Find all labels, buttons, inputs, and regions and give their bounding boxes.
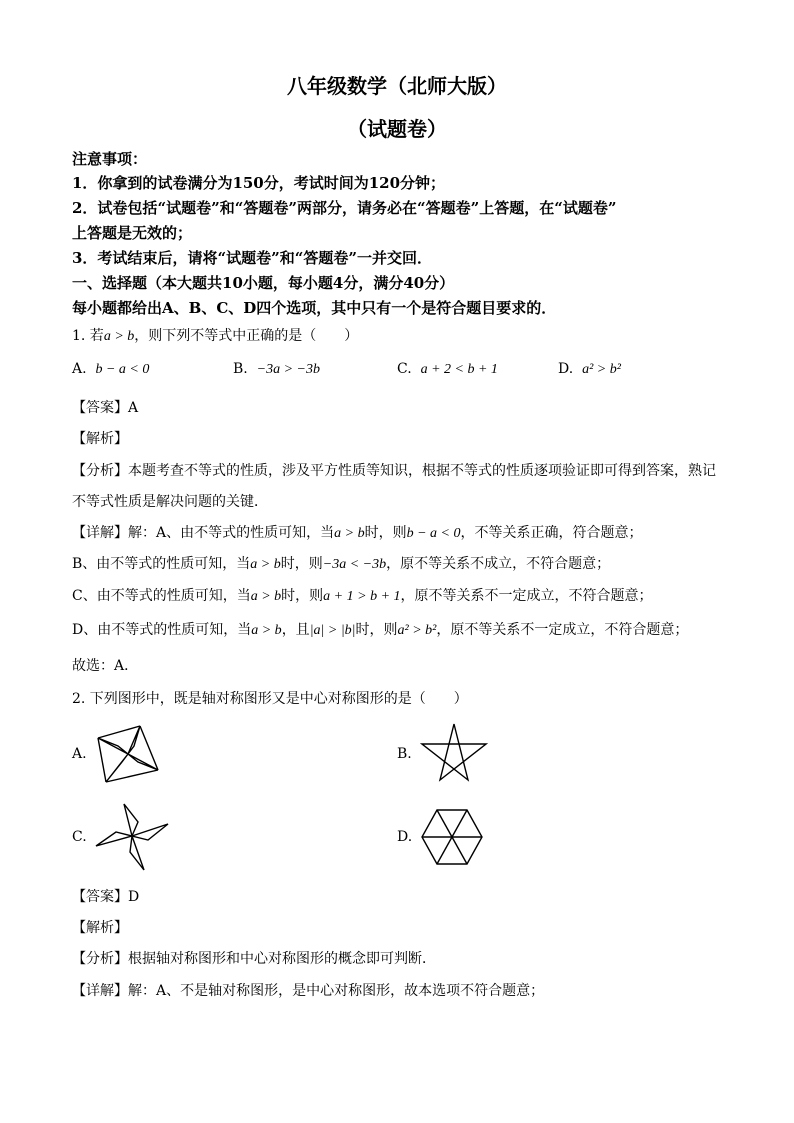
detail-text: 时，则 [280,556,323,572]
option-math: b − a < 0 [95,362,150,377]
detail-text: C、由不等式的性质可知，当 [72,588,251,604]
q1-conclusion: 故选：A． [72,658,139,674]
q1-answer [72,397,138,417]
q1-option-a [72,361,149,378]
detail-text: 解：A、不是轴对称图形，是中心对称图形，故本选项不符合题意； [128,983,545,999]
pentagram-icon [420,722,488,786]
detail-text: 时，则 [364,525,407,541]
answer-tag: 【答案】 [72,889,128,905]
question-2-stem: 2. 下列图形中，既是轴对称图形又是中心对称图形的是（ ） [72,691,468,707]
detail-text: ，原不等关系不一定成立，不符合题意； [400,588,653,604]
detail-text: 解：A、由不等式的性质可知，当 [128,525,335,541]
notice-item: 2．试卷包括“试题卷”和“答题卷”两部分，请务必在“答题卷”上答题，在“试题卷” [72,199,617,217]
detail-text: 时，则 [281,588,324,604]
option-label: C. [397,361,412,377]
q1-detail-c [72,585,653,605]
detail-text: ，原不等关系不一定成立，不符合题意； [436,622,689,638]
detail-text: ，原不等关系不成立，不符合题意； [386,556,611,572]
q1-detail-b [72,553,610,573]
fenxi-tag: 【分析】 [72,951,128,967]
fenxi-tag: 【分析】 [72,463,128,479]
section-heading: 一、选择题（本大题共10小题，每小题4分，满分40分） [72,274,455,292]
detail-tag: 【详解】 [72,983,128,999]
q2-analysis-tag: 【解析】 [72,920,128,936]
q1-option-c [397,361,498,378]
answer-tag: 【答案】 [72,400,128,416]
q1-option-b [233,361,320,378]
detail-math: a + 1 > b + 1 [323,589,401,604]
notice-item: 1．你拿到的试卷满分为150分，考试时间为120分钟； [72,174,446,192]
q2-option-d-label: D. [397,829,413,845]
hexagon-icon [420,808,484,866]
answer-value: D [128,889,140,905]
option-math: a + 2 < b + 1 [420,362,498,377]
detail-text: 时，则 [355,622,398,638]
option-math: a² > b² [582,362,621,377]
detail-math: a > b [250,589,282,604]
q2-option-c-label: C. [72,829,87,845]
q1-option-d [558,361,621,378]
detail-tag: 【详解】 [72,525,128,541]
stem-text: ，则下列不等式中正确的是（ ） [134,328,359,344]
option-label: B. [233,361,248,377]
detail-text: ，不等关系正确，符合题意； [460,525,643,541]
page-subtitle: （试题卷） [347,117,447,141]
stem-math: a > b [103,329,135,344]
detail-text: ，且 [281,622,310,638]
detail-math: a² > b² [397,623,437,638]
detail-text: B、由不等式的性质可知，当 [72,556,251,572]
q2-answer [72,886,139,906]
pinwheel-icon [96,724,160,784]
question-1-stem [72,325,358,345]
detail-math: a > b [250,557,281,572]
detail-math: a > b [334,526,365,541]
page-title: 八年级数学（北师大版） [287,74,507,98]
stem-text: 1. 若 [72,328,104,344]
detail-math: |a| > |b| [309,623,356,638]
section-instruction: 每小题都给出A、B、C、D四个选项，其中只有一个是符合题目要求的． [72,299,557,317]
detail-text: D、由不等式的性质可知，当 [72,622,252,638]
q1-detail-d [72,619,688,639]
notice-item: 3．考试结束后，请将“试题卷”和“答题卷”一并交回． [72,249,432,267]
q2-option-b-label: B. [397,746,412,762]
fenxi-text: 本题考查不等式的性质，涉及平方性质等知识，根据不等式的性质逐项验证即可得到答案，熟记 [128,463,716,479]
notice-item: 上答题是无效的； [72,224,193,242]
q2-fenxi [72,948,436,968]
detail-math: a > b [251,623,282,638]
option-label: D. [558,361,574,377]
q1-fenxi [72,460,716,480]
detail-math: b − a < 0 [406,526,461,541]
option-label: A. [72,361,87,377]
option-math: −3a > −3b [256,362,320,377]
detail-math: −3a < −3b [322,557,387,572]
fenxi-text: 根据轴对称图形和中心对称图形的概念即可判断． [128,951,436,967]
q1-detail-a [72,522,642,542]
notice-heading: 注意事项： [72,150,148,168]
windmill-icon [94,800,170,872]
q2-option-a-label: A. [72,746,87,762]
q2-detail [72,980,544,1000]
q1-fenxi-cont: 不等式性质是解决问题的关键． [72,494,268,510]
answer-value: A [128,400,139,416]
q1-analysis-tag: 【解析】 [72,431,128,447]
